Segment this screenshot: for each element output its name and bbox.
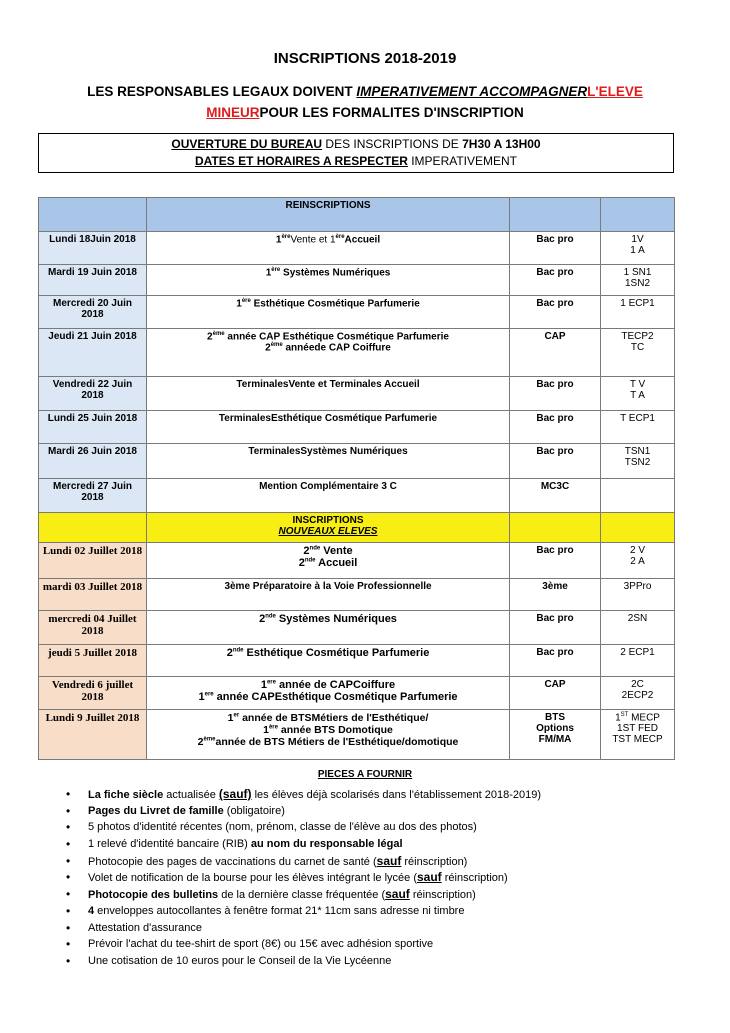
table-row bbox=[39, 232, 675, 265]
row-date: Vendredi 6 juillet 2018 bbox=[39, 677, 147, 710]
row-type: CAP bbox=[510, 677, 601, 710]
schedule-table bbox=[38, 197, 675, 760]
row-class: 2nde Systèmes Numériques bbox=[147, 611, 510, 645]
row-class: TerminalesEsthétique Cosmétique Parfumerie bbox=[147, 411, 510, 444]
row-date: jeudi 5 Juillet 2018 bbox=[39, 645, 147, 677]
row-codes: T ECP1 bbox=[601, 411, 675, 444]
row-date: Mercredi 27 Juin 2018 bbox=[39, 479, 147, 513]
reinscriptions-header: REINSCRIPTIONS bbox=[147, 198, 510, 232]
list-item: • Une cotisation de 10 euros pour le Conseil de la Vie Lycéenne bbox=[66, 953, 706, 970]
subtitle-line-1 bbox=[0, 84, 730, 99]
reinscriptions-header-row bbox=[39, 198, 675, 232]
row-type: Bac pro bbox=[510, 444, 601, 479]
row-codes: 2SN bbox=[601, 611, 675, 645]
table-row bbox=[39, 479, 675, 513]
list-item: • Photocopie des pages de vaccinations du carnet de santé (sauf réinscription) bbox=[66, 853, 706, 870]
row-class: 1er année de BTSMétiers de l'Esthétique/ 1ère année BTS Domotique 2èmeannée de BTS Métiers de l'Esthétique/domotique bbox=[147, 710, 510, 760]
subtitle-part4: MINEUR bbox=[206, 105, 260, 120]
table-row bbox=[39, 645, 675, 677]
row-codes: 1V 1 A bbox=[601, 232, 675, 265]
subtitle-part5: POUR LES FORMALITES D'INSCRIPTION bbox=[259, 105, 524, 120]
row-codes: 2 V 2 A bbox=[601, 543, 675, 579]
row-type: BTS Options FM/MA bbox=[510, 710, 601, 760]
row-type: Bac pro bbox=[510, 411, 601, 444]
row-codes bbox=[601, 479, 675, 513]
table-row bbox=[39, 296, 675, 329]
row-codes: 1 SN1 1SN2 bbox=[601, 265, 675, 296]
row-class: 1ère Systèmes Numériques bbox=[147, 265, 510, 296]
row-codes: 1 ECP1 bbox=[601, 296, 675, 329]
page-title: INSCRIPTIONS 2018-2019 bbox=[273, 50, 457, 67]
inscriptions-header-row bbox=[39, 513, 675, 543]
table-row bbox=[39, 444, 675, 479]
row-date: Jeudi 21 Juin 2018 bbox=[39, 329, 147, 377]
opening-hours: 7H30 A 13H00 bbox=[462, 137, 541, 151]
row-date: Mercredi 20 Juin 2018 bbox=[39, 296, 147, 329]
row-type: Bac pro bbox=[510, 265, 601, 296]
table-row bbox=[39, 411, 675, 444]
row-type: 3ème bbox=[510, 579, 601, 611]
pieces-title: PIECES A FOURNIR bbox=[317, 769, 413, 780]
row-type: Bac pro bbox=[510, 232, 601, 265]
list-item: • Attestation d'assurance bbox=[66, 920, 706, 937]
row-codes: TECP2 TC bbox=[601, 329, 675, 377]
row-class: 1ère Esthétique Cosmétique Parfumerie bbox=[147, 296, 510, 329]
opening-text: DES INSCRIPTIONS DE bbox=[322, 137, 463, 151]
row-date: Mardi 26 Juin 2018 bbox=[39, 444, 147, 479]
row-type: MC3C bbox=[510, 479, 601, 513]
list-item: • Pages du Livret de famille (obligatoire) bbox=[66, 803, 706, 820]
row-date: Lundi 25 Juin 2018 bbox=[39, 411, 147, 444]
row-class: Mention Complémentaire 3 C bbox=[147, 479, 510, 513]
row-type: Bac pro bbox=[510, 296, 601, 329]
row-date: Lundi 18Juin 2018 bbox=[39, 232, 147, 265]
row-class: 1ere année de CAPCoiffure 1ere année CAPEsthétique Cosmétique Parfumerie bbox=[147, 677, 510, 710]
row-class: 2nde Vente 2nde Accueil bbox=[147, 543, 510, 579]
pieces-list bbox=[66, 786, 706, 970]
list-item: • Volet de notification de la bourse pour les élèves intégrant le lycée (sauf réinscription) bbox=[66, 869, 706, 886]
opening-label: OUVERTURE DU BUREAU bbox=[171, 137, 323, 151]
list-item: • 4 enveloppes autocollantes à fenêtre format 21* 11cm sans adresse ni timbre bbox=[66, 903, 706, 920]
list-item: • Prévoir l'achat du tee-shirt de sport (8€) ou 15€ avec adhésion sportive bbox=[66, 936, 706, 953]
row-codes: 2C 2ECP2 bbox=[601, 677, 675, 710]
table-row bbox=[39, 377, 675, 411]
row-codes: T V T A bbox=[601, 377, 675, 411]
table-row bbox=[39, 579, 675, 611]
table-row bbox=[39, 677, 675, 710]
row-class: 3ème Préparatoire à la Voie Professionnelle bbox=[147, 579, 510, 611]
dates-line bbox=[39, 153, 673, 170]
subtitle-part1: LES RESPONSABLES LEGAUX DOIVENT bbox=[87, 84, 357, 99]
row-type: CAP bbox=[510, 329, 601, 377]
row-date: Lundi 02 Juillet 2018 bbox=[39, 543, 147, 579]
opening-hours-line bbox=[39, 136, 673, 153]
row-type: Bac pro bbox=[510, 543, 601, 579]
subtitle-line-2 bbox=[0, 105, 730, 120]
table-row bbox=[39, 543, 675, 579]
row-codes: TSN1 TSN2 bbox=[601, 444, 675, 479]
list-item: • 1 relevé d'identité bancaire (RIB) au nom du responsable légal bbox=[66, 836, 706, 853]
row-type: Bac pro bbox=[510, 645, 601, 677]
row-date: Vendredi 22 Juin 2018 bbox=[39, 377, 147, 411]
inscriptions-header: INSCRIPTIONS NOUVEAUX ELEVES bbox=[147, 513, 510, 543]
row-date: mardi 03 Juillet 2018 bbox=[39, 579, 147, 611]
row-class: 1èreVente et 1èreAccueil bbox=[147, 232, 510, 265]
row-class: 2nde Esthétique Cosmétique Parfumerie bbox=[147, 645, 510, 677]
dates-label: DATES ET HORAIRES A RESPECTER bbox=[194, 154, 408, 168]
row-date: Lundi 9 Juillet 2018 bbox=[39, 710, 147, 760]
table-row bbox=[39, 710, 675, 760]
subtitle-part2: IMPERATIVEMENT ACCOMPAGNER bbox=[356, 84, 588, 99]
row-class: TerminalesSystèmes Numériques bbox=[147, 444, 510, 479]
row-codes: 3PPro bbox=[601, 579, 675, 611]
row-type: Bac pro bbox=[510, 377, 601, 411]
row-codes: 1ST MECP 1ST FED TST MECP bbox=[601, 710, 675, 760]
list-item: • Photocopie des bulletins de la dernière classe fréquentée (sauf réinscription) bbox=[66, 886, 706, 903]
list-item: • La fiche siècle actualisée (sauf) les élèves déjà scolarisés dans l'établissement 2018-2019) bbox=[66, 786, 706, 803]
row-date: mercredi 04 Juillet 2018 bbox=[39, 611, 147, 645]
dates-text: IMPERATIVEMENT bbox=[407, 154, 518, 168]
table-row bbox=[39, 329, 675, 377]
list-item: • 5 photos d'identité récentes (nom, prénom, classe de l'élève au dos des photos) bbox=[66, 819, 706, 836]
row-codes: 2 ECP1 bbox=[601, 645, 675, 677]
opening-hours-box bbox=[38, 133, 674, 173]
row-class: 2ème année CAP Esthétique Cosmétique Parfumerie 2ème annéede CAP Coiffure bbox=[147, 329, 510, 377]
subtitle-part3: L'ELEVE bbox=[587, 84, 643, 99]
row-date: Mardi 19 Juin 2018 bbox=[39, 265, 147, 296]
table-row bbox=[39, 611, 675, 645]
table-row bbox=[39, 265, 675, 296]
row-class: TerminalesVente et Terminales Accueil bbox=[147, 377, 510, 411]
row-type: Bac pro bbox=[510, 611, 601, 645]
